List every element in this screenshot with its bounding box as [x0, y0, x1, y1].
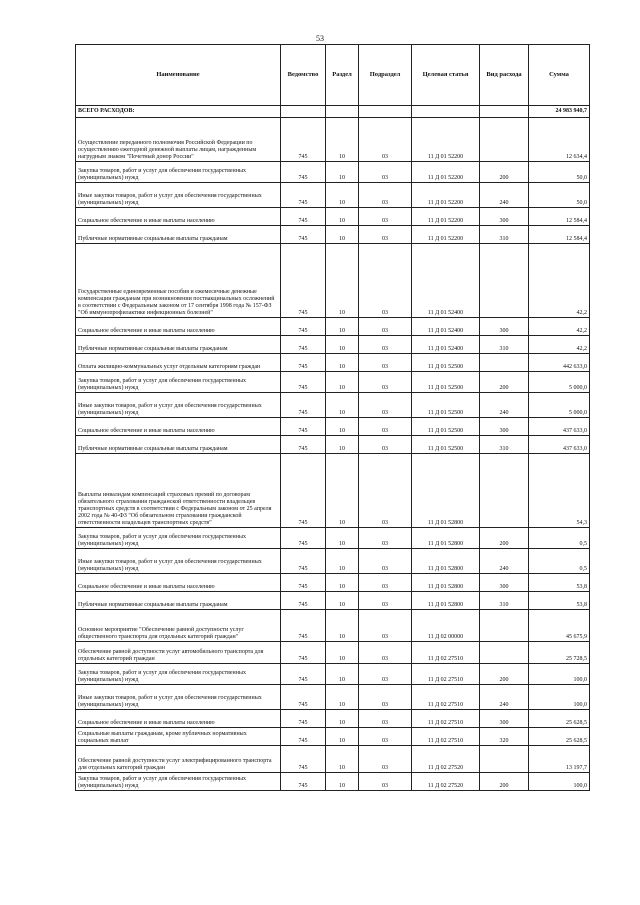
total-row — [76, 106, 590, 118]
row-target-item: 11 Д 02 27510 — [412, 685, 480, 710]
row-amount: 45 675,9 — [529, 610, 590, 642]
row-amount: 42,2 — [529, 318, 590, 336]
header-expense-type: Вид расхода — [480, 45, 529, 106]
header-subsection: Подраздел — [359, 45, 412, 106]
row-section: 10 — [326, 208, 359, 226]
table-row — [76, 354, 590, 372]
table-row — [76, 226, 590, 244]
table-row — [76, 208, 590, 226]
row-expense-type — [480, 746, 529, 773]
row-target-item: 11 Д 01 52800 — [412, 549, 480, 574]
row-department: 745 — [281, 418, 326, 436]
row-expense-type: 200 — [480, 664, 529, 685]
row-target-item: 11 Д 02 27510 — [412, 664, 480, 685]
row-name: Основное мероприятие "Обеспечение равной доступности услуг общественного транспорта для отдельных категорий граждан" — [76, 610, 281, 642]
row-amount: 5 000,0 — [529, 372, 590, 393]
row-department: 745 — [281, 318, 326, 336]
row-amount: 25 628,5 — [529, 728, 590, 746]
row-section: 10 — [326, 592, 359, 610]
row-amount: 100,0 — [529, 773, 590, 791]
row-department: 745 — [281, 528, 326, 549]
row-name: Публичные нормативные социальные выплаты гражданам — [76, 336, 281, 354]
row-subsection: 03 — [359, 336, 412, 354]
row-target-item: 11 Д 02 27520 — [412, 746, 480, 773]
row-name: Иные закупки товаров, работ и услуг для обеспечения государственных (муниципальных) нужд — [76, 685, 281, 710]
row-name: Закупка товаров, работ и услуг для обеспечения государственных (муниципальных) нужд — [76, 773, 281, 791]
row-expense-type: 310 — [480, 436, 529, 454]
row-department: 745 — [281, 118, 326, 162]
row-expense-type — [480, 610, 529, 642]
row-name: Публичные нормативные социальные выплаты гражданам — [76, 592, 281, 610]
table-row — [76, 710, 590, 728]
row-department: 745 — [281, 710, 326, 728]
header-amount: Сумма — [529, 45, 590, 106]
table-row — [76, 393, 590, 418]
row-expense-type: 240 — [480, 549, 529, 574]
row-expense-type: 310 — [480, 336, 529, 354]
row-name: Закупка товаров, работ и услуг для обеспечения государственных (муниципальных) нужд — [76, 664, 281, 685]
table-row — [76, 664, 590, 685]
row-subsection: 03 — [359, 208, 412, 226]
row-amount: 437 633,0 — [529, 418, 590, 436]
row-amount: 13 197,7 — [529, 746, 590, 773]
table-row — [76, 773, 590, 791]
row-department: 745 — [281, 372, 326, 393]
row-amount: 100,0 — [529, 685, 590, 710]
row-name: Иные закупки товаров, работ и услуг для обеспечения государственных (муниципальных) нужд — [76, 549, 281, 574]
row-name: Обеспечение равной доступности услуг автомобильного транспорта для отдельных категорий граждан — [76, 642, 281, 664]
table-row — [76, 592, 590, 610]
row-amount: 442 633,0 — [529, 354, 590, 372]
row-subsection: 03 — [359, 746, 412, 773]
row-expense-type — [480, 118, 529, 162]
row-subsection: 03 — [359, 664, 412, 685]
row-expense-type: 200 — [480, 528, 529, 549]
row-section: 10 — [326, 549, 359, 574]
row-section: 10 — [326, 436, 359, 454]
row-subsection: 03 — [359, 642, 412, 664]
row-name: Закупка товаров, работ и услуг для обеспечения государственных (муниципальных) нужд — [76, 372, 281, 393]
row-name: Публичные нормативные социальные выплаты гражданам — [76, 436, 281, 454]
row-subsection: 03 — [359, 592, 412, 610]
table-row — [76, 746, 590, 773]
row-amount: 25 728,5 — [529, 642, 590, 664]
row-expense-type: 200 — [480, 162, 529, 183]
row-name: Социальное обеспечение и иные выплаты населению — [76, 418, 281, 436]
table-row — [76, 528, 590, 549]
row-department: 745 — [281, 354, 326, 372]
row-target-item: 11 Д 02 27520 — [412, 773, 480, 791]
header-section: Раздел — [326, 45, 359, 106]
row-amount: 54,3 — [529, 454, 590, 528]
row-target-item: 11 Д 01 52200 — [412, 162, 480, 183]
row-target-item: 11 Д 02 27510 — [412, 642, 480, 664]
row-expense-type: 300 — [480, 574, 529, 592]
total-label: ВСЕГО РАСХОДОВ: — [76, 106, 281, 118]
row-expense-type: 300 — [480, 418, 529, 436]
row-name: Закупка товаров, работ и услуг для обеспечения государственных (муниципальных) нужд — [76, 162, 281, 183]
row-target-item: 11 Д 01 52400 — [412, 244, 480, 318]
row-expense-type — [480, 454, 529, 528]
row-expense-type: 310 — [480, 226, 529, 244]
row-section: 10 — [326, 336, 359, 354]
row-amount: 25 628,5 — [529, 710, 590, 728]
table-header-row — [76, 45, 590, 106]
row-department: 745 — [281, 208, 326, 226]
row-name: Выплаты инвалидам компенсаций страховых премий по договорам обязательного страхования гражданской ответственности владельцев транспортных средств в соответствии с Федеральным законом от 25 апреля 2002 года № 40-ФЗ "Об обязательном страховании гражданской ответственности владельцев транспортных средств" — [76, 454, 281, 528]
row-department: 745 — [281, 183, 326, 208]
row-section: 10 — [326, 226, 359, 244]
row-expense-type: 310 — [480, 592, 529, 610]
row-department: 745 — [281, 226, 326, 244]
row-subsection: 03 — [359, 162, 412, 183]
table-row — [76, 162, 590, 183]
row-subsection: 03 — [359, 393, 412, 418]
total-amount: 24 983 940,7 — [529, 106, 590, 118]
row-section: 10 — [326, 685, 359, 710]
header-target-item: Целевая статья — [412, 45, 480, 106]
row-section: 10 — [326, 642, 359, 664]
row-target-item: 11 Д 01 52200 — [412, 226, 480, 244]
row-expense-type: 320 — [480, 728, 529, 746]
row-expense-type: 200 — [480, 372, 529, 393]
row-name: Обеспечение равной доступности услуг электрифицированного транспорта для отдельных категорий граждан — [76, 746, 281, 773]
row-name: Осуществление переданного полномочия Российской Федерации по осуществлению ежегодной денежной выплаты лицам, награжденным нагрудным знаком "Почетный донор России" — [76, 118, 281, 162]
row-section: 10 — [326, 746, 359, 773]
row-amount: 50,0 — [529, 162, 590, 183]
row-name: Социальное обеспечение и иные выплаты населению — [76, 574, 281, 592]
table-row — [76, 642, 590, 664]
row-target-item: 11 Д 01 52500 — [412, 436, 480, 454]
table-row — [76, 454, 590, 528]
row-target-item: 11 Д 02 27510 — [412, 710, 480, 728]
row-department: 745 — [281, 336, 326, 354]
row-department: 745 — [281, 244, 326, 318]
row-amount: 42,2 — [529, 336, 590, 354]
row-expense-type — [480, 244, 529, 318]
row-section: 10 — [326, 574, 359, 592]
row-target-item: 11 Д 01 52200 — [412, 208, 480, 226]
row-section: 10 — [326, 183, 359, 208]
row-subsection: 03 — [359, 118, 412, 162]
row-department: 745 — [281, 728, 326, 746]
table-row — [76, 183, 590, 208]
row-target-item: 11 Д 01 52800 — [412, 574, 480, 592]
row-subsection: 03 — [359, 226, 412, 244]
row-subsection: 03 — [359, 354, 412, 372]
row-expense-type — [480, 354, 529, 372]
row-expense-type: 240 — [480, 393, 529, 418]
row-subsection: 03 — [359, 372, 412, 393]
row-target-item: 11 Д 01 52500 — [412, 372, 480, 393]
row-amount: 12 584,4 — [529, 226, 590, 244]
table-row — [76, 728, 590, 746]
row-expense-type: 200 — [480, 773, 529, 791]
row-subsection: 03 — [359, 183, 412, 208]
row-expense-type: 300 — [480, 208, 529, 226]
table-row — [76, 610, 590, 642]
row-department: 745 — [281, 436, 326, 454]
row-target-item: 11 Д 01 52500 — [412, 418, 480, 436]
page-number: 53 — [316, 34, 324, 43]
table-row — [76, 118, 590, 162]
table-row — [76, 574, 590, 592]
table-row — [76, 549, 590, 574]
row-section: 10 — [326, 610, 359, 642]
header-department: Ведомство — [281, 45, 326, 106]
row-subsection: 03 — [359, 318, 412, 336]
row-subsection: 03 — [359, 418, 412, 436]
table-row — [76, 244, 590, 318]
row-target-item: 11 Д 01 52400 — [412, 336, 480, 354]
row-department: 745 — [281, 162, 326, 183]
row-subsection: 03 — [359, 454, 412, 528]
row-department: 745 — [281, 549, 326, 574]
row-amount: 0,5 — [529, 549, 590, 574]
row-name: Публичные нормативные социальные выплаты гражданам — [76, 226, 281, 244]
row-subsection: 03 — [359, 528, 412, 549]
row-name: Социальное обеспечение и иные выплаты населению — [76, 318, 281, 336]
header-name: Наименование — [76, 45, 281, 106]
row-subsection: 03 — [359, 244, 412, 318]
row-section: 10 — [326, 354, 359, 372]
row-amount: 0,5 — [529, 528, 590, 549]
row-expense-type: 300 — [480, 710, 529, 728]
row-department: 745 — [281, 454, 326, 528]
row-section: 10 — [326, 418, 359, 436]
row-target-item: 11 Д 01 52200 — [412, 118, 480, 162]
row-department: 745 — [281, 642, 326, 664]
row-target-item: 11 Д 01 52400 — [412, 318, 480, 336]
row-target-item: 11 Д 01 52800 — [412, 592, 480, 610]
table-row — [76, 336, 590, 354]
row-subsection: 03 — [359, 685, 412, 710]
row-department: 745 — [281, 664, 326, 685]
row-subsection: 03 — [359, 549, 412, 574]
row-department: 745 — [281, 746, 326, 773]
row-expense-type — [480, 642, 529, 664]
row-target-item: 11 Д 02 00000 — [412, 610, 480, 642]
row-subsection: 03 — [359, 710, 412, 728]
row-subsection: 03 — [359, 610, 412, 642]
row-amount: 12 584,4 — [529, 208, 590, 226]
row-section: 10 — [326, 710, 359, 728]
table-row — [76, 436, 590, 454]
row-amount: 100,0 — [529, 664, 590, 685]
row-department: 745 — [281, 610, 326, 642]
row-amount: 50,0 — [529, 183, 590, 208]
table-row — [76, 372, 590, 393]
row-section: 10 — [326, 728, 359, 746]
row-amount: 437 633,0 — [529, 436, 590, 454]
table-row — [76, 685, 590, 710]
row-name: Закупка товаров, работ и услуг для обеспечения государственных (муниципальных) нужд — [76, 528, 281, 549]
row-section: 10 — [326, 162, 359, 183]
row-expense-type: 240 — [480, 183, 529, 208]
row-subsection: 03 — [359, 728, 412, 746]
row-name: Иные закупки товаров, работ и услуг для обеспечения государственных (муниципальных) нужд — [76, 183, 281, 208]
row-name: Социальное обеспечение и иные выплаты населению — [76, 208, 281, 226]
row-name: Социальные выплаты гражданам, кроме публичных нормативных социальных выплат — [76, 728, 281, 746]
row-expense-type: 300 — [480, 318, 529, 336]
row-section: 10 — [326, 454, 359, 528]
row-amount: 5 000,0 — [529, 393, 590, 418]
row-section: 10 — [326, 318, 359, 336]
row-target-item: 11 Д 01 52500 — [412, 393, 480, 418]
row-name: Социальное обеспечение и иные выплаты населению — [76, 710, 281, 728]
budget-table — [75, 44, 590, 791]
row-department: 745 — [281, 773, 326, 791]
row-department: 745 — [281, 574, 326, 592]
row-section: 10 — [326, 664, 359, 685]
row-target-item: 11 Д 01 52800 — [412, 454, 480, 528]
row-section: 10 — [326, 528, 359, 549]
row-target-item: 11 Д 02 27510 — [412, 728, 480, 746]
row-department: 745 — [281, 685, 326, 710]
row-name: Иные закупки товаров, работ и услуг для обеспечения государственных (муниципальных) нужд — [76, 393, 281, 418]
row-section: 10 — [326, 773, 359, 791]
row-target-item: 11 Д 01 52500 — [412, 354, 480, 372]
row-amount: 42,2 — [529, 244, 590, 318]
row-target-item: 11 Д 01 52200 — [412, 183, 480, 208]
row-expense-type: 240 — [480, 685, 529, 710]
row-name: Государственные единовременные пособия и ежемесячные денежные компенсации гражданам при возникновении поствакцинальных осложнений в соответствии с Федеральным законом от 17 сентября 1998 года № 157-ФЗ "Об иммунопрофилактике инфекционных болезней" — [76, 244, 281, 318]
row-section: 10 — [326, 118, 359, 162]
row-subsection: 03 — [359, 436, 412, 454]
table-row — [76, 318, 590, 336]
row-section: 10 — [326, 372, 359, 393]
row-amount: 12 634,4 — [529, 118, 590, 162]
row-target-item: 11 Д 01 52800 — [412, 528, 480, 549]
row-subsection: 03 — [359, 574, 412, 592]
row-subsection: 03 — [359, 773, 412, 791]
row-amount: 53,8 — [529, 574, 590, 592]
row-section: 10 — [326, 393, 359, 418]
row-name: Оплата жилищно-коммунальных услуг отдельным категориям граждан — [76, 354, 281, 372]
row-section: 10 — [326, 244, 359, 318]
table-row — [76, 418, 590, 436]
row-department: 745 — [281, 592, 326, 610]
row-department: 745 — [281, 393, 326, 418]
row-amount: 53,8 — [529, 592, 590, 610]
